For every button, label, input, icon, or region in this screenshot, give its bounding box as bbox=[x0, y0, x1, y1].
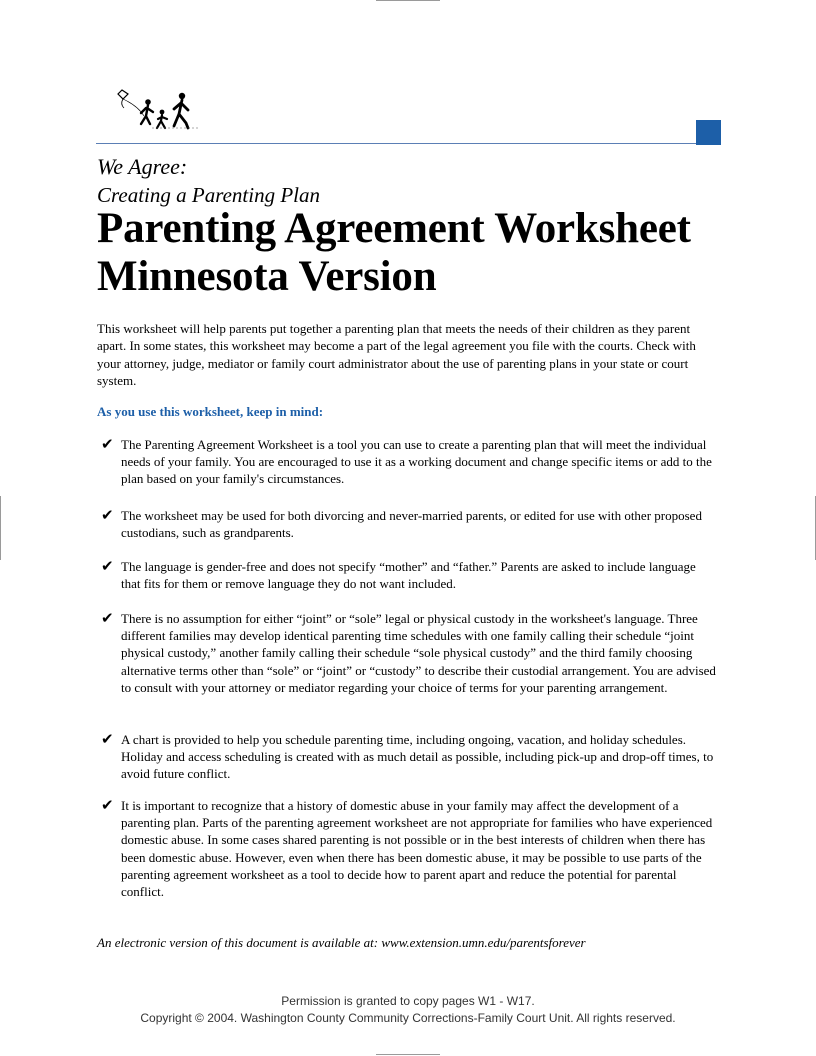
checkmark-icon: ✔ bbox=[101, 557, 114, 575]
crop-mark-top bbox=[376, 0, 440, 1]
bullet-item-1 bbox=[97, 436, 717, 488]
page-title-line1: Parenting Agreement Worksheet bbox=[97, 205, 691, 252]
kite-family-icon bbox=[108, 86, 200, 134]
permission-note: Permission is granted to copy pages W1 - W17. bbox=[281, 994, 535, 1008]
intro-paragraph: This worksheet will help parents put together a parenting plan that meets the needs of their children as they parent apart. In some states, this worksheet may become a part of the legal agreement you file with the courts. Check with your attorney, judge, mediator or family court administrator about the use of parenting plans in your state or court system. bbox=[97, 321, 696, 389]
bullet-text: It is important to recognize that a history of domestic abuse in your family may affect the development of a parenting plan. Parts of the parenting agreement worksheet are not appropriate for families who have experienced domestic abuse. In some cases shared parenting is not possible or in the best interests of children when there has been domestic abuse. However, even when there has been domestic abuse, it may be possible to use parts of the parenting agreement worksheet as a tool to decide how to parent apart and reduce the potential for parental conflict. bbox=[121, 798, 713, 900]
bullet-text: A chart is provided to help you schedule parenting time, including ongoing, vacation, and holiday schedules. Holiday and access scheduling is created with as much detail as possible, including pick-up and drop-off times, to avoid future conflict. bbox=[121, 732, 714, 782]
bullet-item-3 bbox=[97, 558, 717, 592]
copyright-note: Copyright © 2004. Washington County Community Corrections-Family Court Unit. All rights reserved. bbox=[140, 1011, 676, 1025]
checkmark-icon: ✔ bbox=[101, 435, 114, 453]
bullet-text: The Parenting Agreement Worksheet is a tool you can use to create a parenting plan that will meet the individual needs of your family. You are encouraged to use it as a working document and change specific items or add to the plan based on your family's circumstances. bbox=[121, 437, 712, 487]
bullet-text: The worksheet may be used for both divorcing and never-married parents, or edited for use with other proposed custodians, such as grandparents. bbox=[121, 508, 702, 541]
keep-in-mind-heading: As you use this worksheet, keep in mind: bbox=[97, 404, 324, 419]
bullet-item-5 bbox=[97, 731, 717, 783]
page-title bbox=[97, 205, 691, 301]
accent-square bbox=[696, 120, 721, 145]
bullet-text: There is no assumption for either “joint” or “sole” legal or physical custody in the worksheet's language. Three different families may develop identical parenting time schedules with one family calling their schedule “joint physical custody,” another family calling their schedule “sole physical custody” and the third family choosing alternative terms other than “sole” or “joint” or “custody” to describe their custodial arrangement. You are advised to consult with your attorney or mediator regarding your choice of terms for your parenting arrangement. bbox=[121, 611, 716, 695]
bullet-item-6 bbox=[97, 797, 717, 900]
series-title: We Agree: bbox=[97, 154, 188, 179]
header-rule bbox=[96, 143, 721, 144]
series-subtitle: Creating a Parenting Plan bbox=[97, 183, 321, 207]
page-title-line2: Minnesota Version bbox=[97, 253, 437, 300]
checkmark-icon: ✔ bbox=[101, 796, 114, 814]
checkmark-icon: ✔ bbox=[101, 506, 114, 524]
bullet-item-2 bbox=[97, 507, 717, 541]
bullet-item-4 bbox=[97, 610, 717, 696]
bullet-text: The language is gender-free and does not specify “mother” and “father.” Parents are asked to include language that fits for them or remove language they do not want included. bbox=[121, 559, 696, 592]
electronic-version-note: An electronic version of this document is available at: www.extension.umn.edu/parentsforever bbox=[97, 935, 586, 950]
crop-mark-left bbox=[0, 496, 1, 560]
checkmark-icon: ✔ bbox=[101, 730, 114, 748]
series-title-block bbox=[97, 153, 320, 209]
checkmark-icon: ✔ bbox=[101, 609, 114, 627]
crop-mark-bottom bbox=[376, 1054, 440, 1055]
